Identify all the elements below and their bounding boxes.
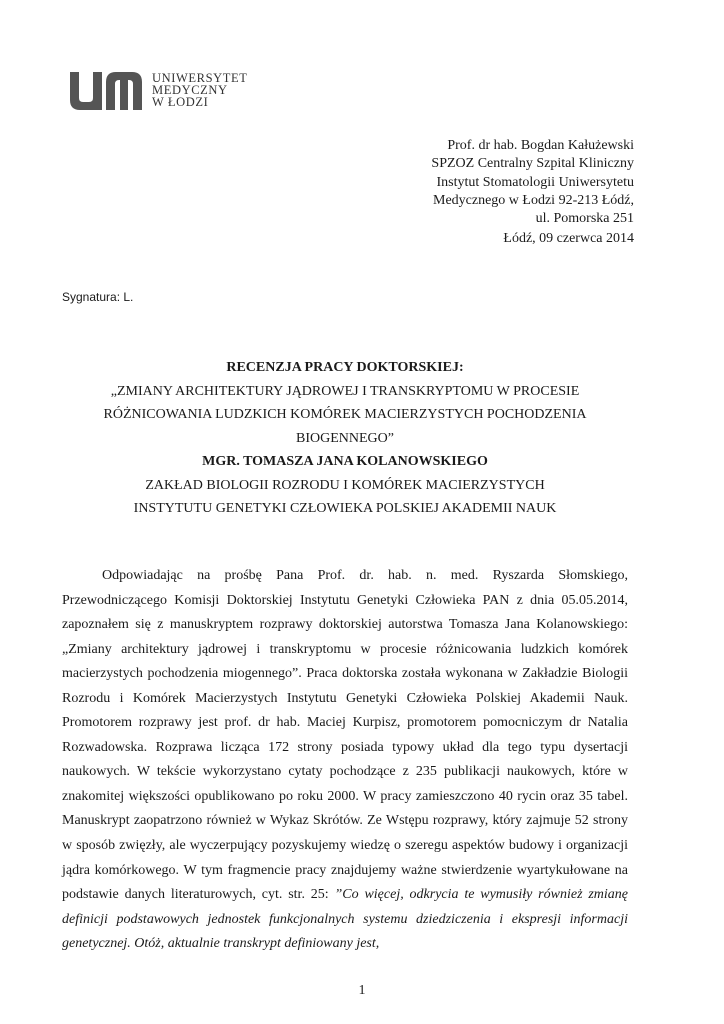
thesis-title-line: „ZMIANY ARCHITEKTURY JĄDROWEJ I TRANSKRYPTOMU W PROCESIE — [110, 383, 580, 399]
university-logo — [70, 71, 248, 115]
logo-wordmark — [152, 72, 302, 108]
thesis-title-line: BIOGENNEGO” — [296, 430, 394, 446]
logo-line-2: MEDYCZNY — [152, 83, 228, 97]
page-number: 1 — [358, 983, 366, 998]
body-quote: ”Co więcej, odkrycia te wymusiły również zmianę definicji podstawowych jednostek funkcjonalnych systemu dziedziczenia i ekspresji informacji genetycznej. Otóż, aktualnie transkrypt definiowany jest, — [62, 887, 628, 952]
review-body — [62, 564, 628, 957]
logo-line-1: UNIWERSYTET — [152, 71, 248, 85]
address-line: ul. Pomorska 251 — [535, 211, 634, 227]
affiliation-line: INSTYTUTU GENETYKI CZŁOWIEKA POLSKIEJ AKADEMII NAUK — [133, 501, 557, 516]
body-text: Odpowiadając na prośbę Pana Prof. dr. hab. n. med. Ryszarda Słomskiego, Przewodniczącego Komisji Doktorskiej Instytutu Genetyki Człowieka PAN z dnia 05.05.2014, zapoznałem się z manuskryptem rozprawy doktorskiej autorstwa Tomasza Jana Kolanowskiego: „Zmiany architektury jądrowej i transkryptomu w procesie różnicowania ludzkich komórek macierzystych pochodzenia miogennego”. Praca doktorska została wykonana w Zakładzie Biologii Rozrodu i Komórek Macierzystych Instytutu Genetyki Człowieka Polskiej Akademii Nauk. Promotorem rozprawy jest prof. dr hab. Maciej Kurpisz, promotorem pomocniczym dr Natalia Rozwadowska. Rozprawa licząca 172 strony posiada typowy układ dla tego typu dysertacji naukowych. W tekście wykorzystano cytaty pochodzące z 235 publikacji naukowych, które w znakomitej większości opublikowano po roku 2000. W pracy zamieszczono 40 rycin oraz 35 tabel. Manuskrypt zaopatrzono również w Wykaz Skrótów. Ze Wstępu rozprawy, który zajmuje 52 strony w sposób zwięzły, ale wyczerpujący pozyskujemy wiedzę o szeregu aspektów budowy i organizacji jądra komórkowego. W tym fragmencie pracy znajdujemy ważne stwierdzenie wyartykułowane na podstawie danych literaturowych, cyt. str. 25: — [62, 568, 628, 903]
logo-line-3: W ŁODZI — [152, 95, 209, 109]
address-line: Medycznego w Łodzi 92-213 Łódź, — [433, 192, 634, 208]
review-heading: RECENZJA PRACY DOKTORSKIEJ: — [226, 360, 464, 375]
review-title-block — [60, 356, 630, 521]
address-line: SPZOZ Centralny Szpital Kliniczny — [431, 156, 634, 172]
address-line: Instytut Stomatologii Uniwersytetu — [436, 174, 634, 190]
affiliation-line: ZAKŁAD BIOLOGII ROZRODU I KOMÓREK MACIERZYSTYCH — [145, 477, 545, 493]
author-name: MGR. TOMASZA JANA KOLANOWSKIEGO — [202, 454, 488, 469]
body-paragraph — [62, 564, 628, 957]
thesis-title-line: RÓŻNICOWANIA LUDZKICH KOMÓREK MACIERZYSTYCH POCHODZENIA — [103, 407, 587, 422]
um-logo-mark — [70, 72, 142, 110]
reviewer-address — [431, 137, 634, 228]
address-line: Prof. dr hab. Bogdan Kałużewski — [447, 138, 634, 153]
signature-reference: Sygnatura: L. — [62, 290, 134, 304]
document-date: Łódź, 09 czerwca 2014 — [503, 231, 634, 246]
